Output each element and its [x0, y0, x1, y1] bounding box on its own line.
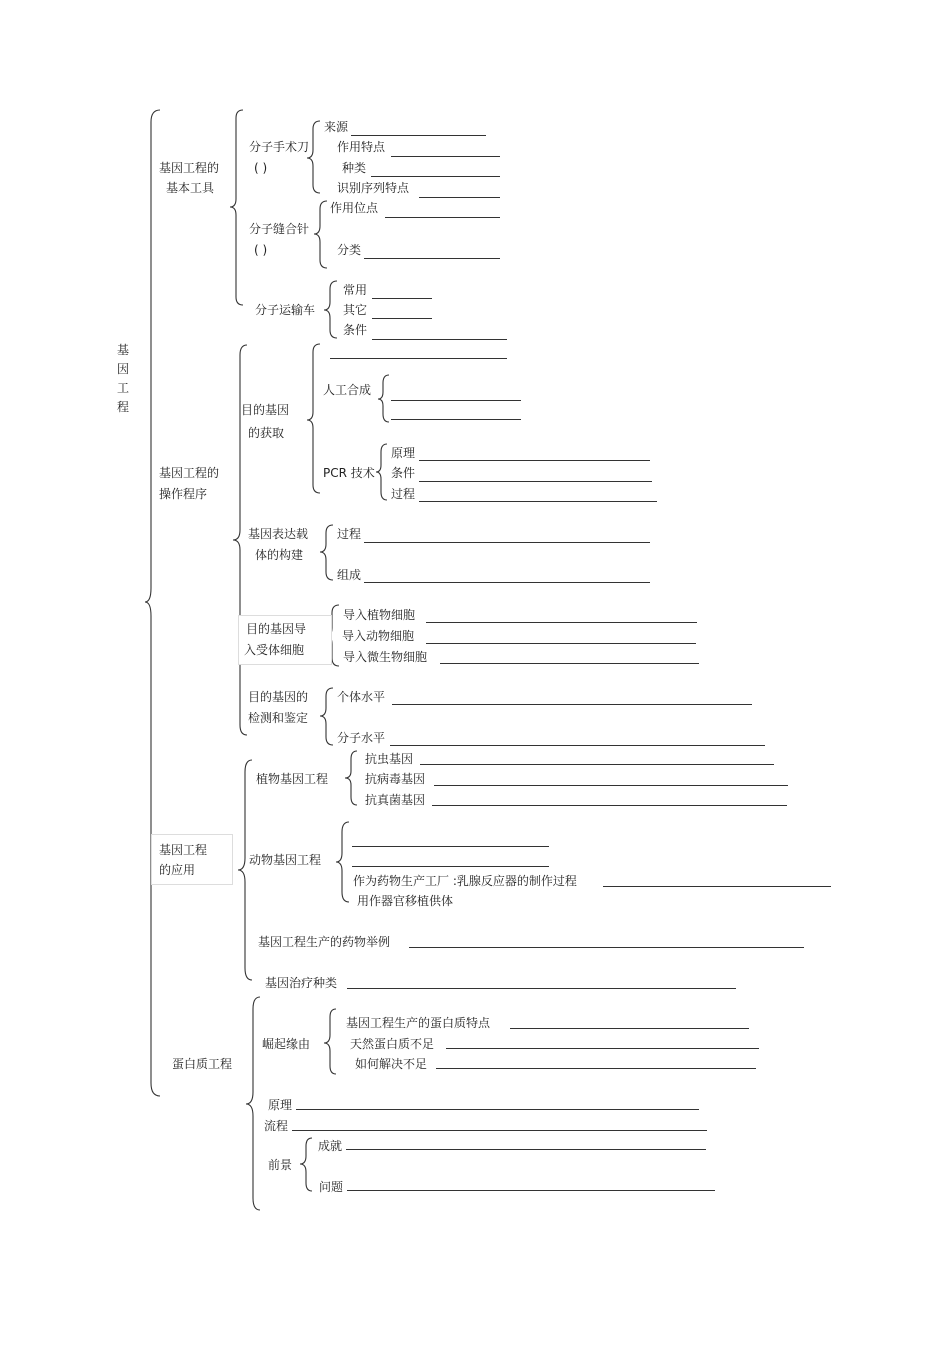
tools-brace [230, 110, 243, 305]
animal-item-factory: 作为药物生产工厂 :乳腺反应器的制作过程 [353, 874, 577, 888]
application-label-line2: 的应用 [159, 863, 196, 877]
blank-prospect-achievement[interactable] [346, 1149, 706, 1150]
procedure-label-line1: 基因工程的 [159, 466, 220, 480]
construct-label-line2: 体的构建 [255, 548, 304, 562]
scalpel-item-source: 来源 [324, 120, 349, 134]
scalpel-item-sequence: 识别序列特点 [337, 181, 410, 195]
blank-scalpel-source[interactable] [351, 135, 486, 136]
therapy-label: 基因治疗种类 [265, 976, 338, 990]
pcr-brace [376, 444, 387, 500]
vector-item-common: 常用 [343, 283, 368, 297]
blank-scalpel-type[interactable] [371, 176, 500, 177]
blank-ligase-class[interactable] [364, 258, 500, 259]
pcr-item-principle: 原理 [391, 446, 416, 460]
prospect-label: 前景 [268, 1158, 293, 1172]
blank-vector-other[interactable] [372, 318, 432, 319]
scalpel-label: 分子手术刀 [249, 140, 310, 154]
application-brace [238, 760, 252, 980]
blank-ligase-site[interactable] [385, 217, 500, 218]
scalpel-paren: ( ) [254, 161, 268, 175]
scalpel-item-type: 种类 [342, 161, 367, 175]
synthesis-label: 人工合成 [323, 383, 372, 397]
acquire-label-line2: 的获取 [248, 426, 285, 440]
tools-label-line1: 基因工程的 [159, 161, 220, 175]
procedure-label-line2: 操作程序 [159, 487, 208, 501]
pcr-item-condition: 条件 [391, 466, 416, 480]
blank-drugs[interactable] [409, 947, 804, 948]
blank-introduce-microbe[interactable] [440, 663, 699, 664]
plant-item-insect: 抗虫基因 [365, 752, 414, 766]
blank-detect-molecular[interactable] [390, 745, 765, 746]
pcr-label: PCR 技术 [323, 466, 375, 480]
blank-introduce-animal[interactable] [426, 643, 696, 644]
blank-animal-factory[interactable] [603, 886, 831, 887]
vector-item-other: 其它 [343, 303, 368, 317]
animal-label: 动物基因工程 [249, 853, 322, 867]
construct-item-process: 过程 [337, 527, 362, 541]
blank-animal-2[interactable] [352, 866, 549, 867]
blank-rise-solve[interactable] [436, 1068, 756, 1069]
construct-item-composition: 组成 [337, 568, 362, 582]
introduce-item-plant: 导入植物细胞 [343, 608, 416, 622]
root-brace [145, 110, 160, 1096]
prospect-item-achievement: 成就 [318, 1139, 343, 1153]
flow-label: 流程 [264, 1119, 289, 1133]
detect-item-individual: 个体水平 [337, 690, 386, 704]
blank-prospect-problem[interactable] [347, 1190, 715, 1191]
blank-pcr-principle[interactable] [419, 460, 650, 461]
acquire-brace [307, 344, 320, 493]
application-label-line1: 基因工程 [159, 843, 208, 857]
synthesis-brace [378, 375, 389, 422]
blank-therapy[interactable] [347, 988, 736, 989]
ligase-brace [314, 201, 327, 268]
ligase-paren: ( ) [254, 243, 268, 257]
ligase-label: 分子缝合针 [249, 222, 310, 236]
blank-introduce-plant[interactable] [426, 622, 697, 623]
blank-principle[interactable] [296, 1109, 699, 1110]
blank-rise-shortage[interactable] [446, 1048, 759, 1049]
introduce-label-line2: 入受体细胞 [244, 643, 305, 657]
rise-item-solve: 如何解决不足 [355, 1057, 428, 1071]
tools-label-line2: 基本工具 [166, 181, 215, 195]
drugs-label: 基因工程生产的药物举例 [258, 935, 391, 949]
rise-label: 崛起缘由 [262, 1037, 311, 1051]
root-title-text: 基 因 工 程 [116, 343, 129, 414]
plant-label: 植物基因工程 [256, 772, 329, 786]
prospect-brace [300, 1138, 312, 1191]
introduce-item-animal: 导入动物细胞 [342, 629, 415, 643]
rise-item-shortage: 天然蛋白质不足 [350, 1037, 435, 1051]
pcr-item-process: 过程 [391, 487, 416, 501]
vector-brace [324, 281, 337, 338]
blank-construct-composition[interactable] [364, 582, 650, 583]
construct-label-line1: 基因表达载 [248, 527, 309, 541]
detect-item-molecular: 分子水平 [337, 731, 386, 745]
root-title [116, 341, 130, 417]
scalpel-item-feature: 作用特点 [337, 140, 386, 154]
blank-scalpel-feature[interactable] [391, 156, 500, 157]
blank-plant-insect[interactable] [420, 764, 774, 765]
plant-brace [345, 751, 357, 805]
vector-label: 分子运输车 [255, 303, 316, 317]
blank-construct-process[interactable] [364, 542, 650, 543]
animal-item-donor: 用作器官移植供体 [357, 894, 454, 908]
blank-plant-virus[interactable] [434, 785, 788, 786]
blank-vector-condition[interactable] [372, 339, 507, 340]
animal-brace [336, 822, 349, 902]
blank-pcr-condition[interactable] [419, 481, 652, 482]
principle-label: 原理 [268, 1098, 293, 1112]
blank-rise-feature[interactable] [510, 1028, 749, 1029]
detect-label-line1: 目的基因的 [248, 690, 309, 704]
blank-acquire-1[interactable] [330, 358, 507, 359]
detect-brace [320, 688, 333, 745]
acquire-label-line1: 目的基因 [241, 403, 290, 417]
ligase-item-site: 作用位点 [330, 201, 379, 215]
blank-flow[interactable] [292, 1130, 707, 1131]
scalpel-brace [307, 121, 320, 193]
plant-item-virus: 抗病毒基因 [365, 772, 426, 786]
blank-plant-fungus[interactable] [432, 805, 787, 806]
construct-brace [320, 525, 333, 580]
plant-item-fungus: 抗真菌基因 [365, 793, 426, 807]
rise-brace [324, 1009, 336, 1074]
prospect-item-problem: 问题 [319, 1180, 344, 1194]
ligase-item-class: 分类 [337, 243, 362, 257]
detect-label-line2: 检测和鉴定 [248, 711, 309, 725]
introduce-item-microbe: 导入微生物细胞 [343, 650, 428, 664]
rise-item-feature: 基因工程生产的蛋白质特点 [346, 1016, 491, 1030]
protein-label: 蛋白质工程 [172, 1057, 233, 1071]
blank-synthesis-2[interactable] [391, 419, 521, 420]
blank-synthesis-1[interactable] [391, 400, 521, 401]
vector-item-condition: 条件 [343, 323, 368, 337]
introduce-label-line1: 目的基因导 [246, 622, 307, 636]
blank-detect-individual[interactable] [392, 704, 752, 705]
blank-pcr-process[interactable] [419, 501, 657, 502]
blank-vector-common[interactable] [372, 298, 432, 299]
blank-scalpel-sequence[interactable] [419, 197, 500, 198]
protein-brace [246, 997, 260, 1210]
blank-animal-1[interactable] [352, 846, 549, 847]
